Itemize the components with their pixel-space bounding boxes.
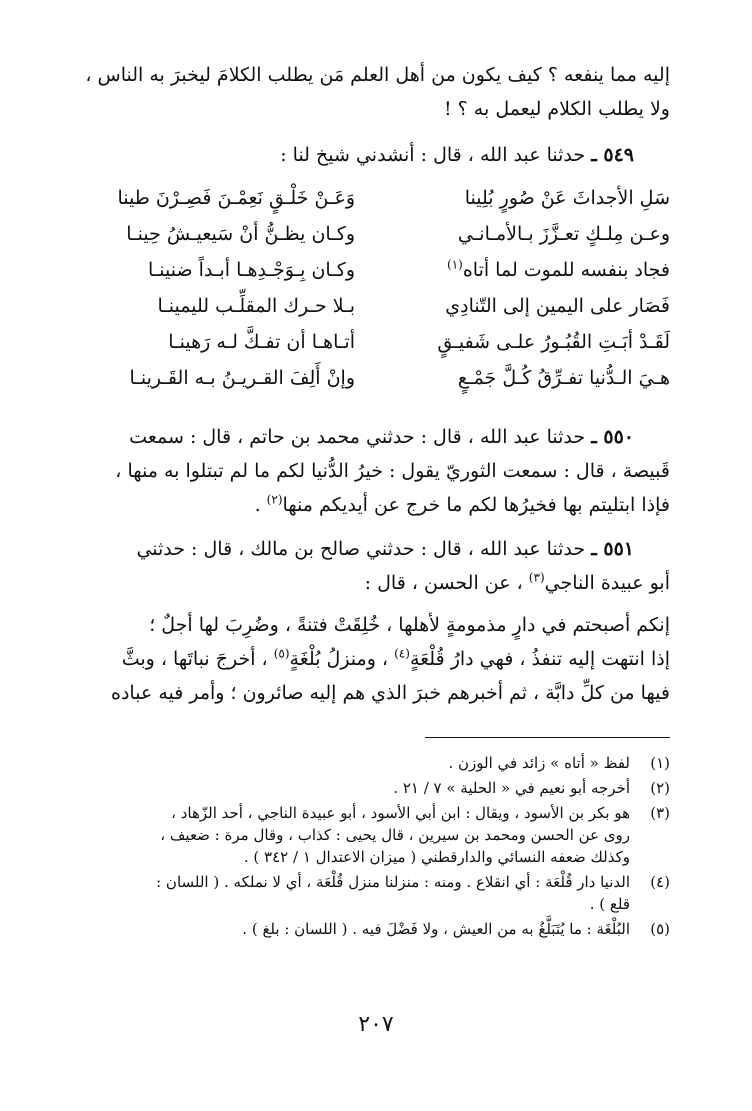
hadith-551-line-2 (100, 566, 670, 600)
hadith-549-number: ٥٤٩ ـ (591, 144, 634, 166)
sermon-text-2a: إذا انتهت إليه تنفذُ ، فهي دارُ قُلْعَةٍ (409, 648, 670, 670)
sermon-line-2 (100, 642, 670, 676)
footnote-3 (100, 802, 670, 868)
hadith-550-number: ٥٥٠ ـ (591, 426, 634, 448)
verse-4-second-hemistich: بـلا حـرك المقلِّـب لليمينـا (157, 295, 355, 317)
hadith-551-line-1 (100, 532, 670, 566)
verse-5-second-hemistich: أتـاهـا أن تفـكَّ لـه رَهينـا (168, 331, 355, 353)
footnote-number: (٥) (650, 920, 670, 938)
footnote-2 (100, 777, 670, 799)
poem-verse (100, 288, 670, 324)
footnote-ref-2[interactable]: (٢) (266, 492, 283, 507)
hadith-551-text-1: حدثنا عبد الله ، قال : حدثني صالح بن مالك ، قال : حدثني (136, 538, 592, 560)
footnotes (100, 752, 670, 943)
sermon-text-2c: ، أخرجَ نباتَها ، وبثَّ (121, 648, 274, 670)
hadith-550-line-1 (100, 420, 670, 454)
footnote-number: (١) (650, 754, 670, 772)
sermon-line-1: إنكم أصبحتم في دارٍ مذمومةٍ لأهلها ، خُلِقَتْ فتنةً ، وضُرِبَ لها أجلٌ ؛ (149, 614, 670, 636)
poem-verse (100, 252, 670, 288)
poem-verse (100, 324, 670, 360)
narrator-name: أبو عبيدة الناجي (544, 572, 670, 594)
verse-3-second-hemistich: وكـان بِـوَجْـدِهـا أبـداً ضنينـا (147, 259, 355, 281)
footnote-number: (٢) (650, 779, 670, 797)
footnote-text: روى عن الحسن ومحمد بن سيرين ، قال يحيى : كذاب ، وقال مرة : ضعيف ، (160, 826, 630, 844)
footnote-ref-1[interactable]: (١) (447, 257, 463, 272)
intro-paragraph (85, 58, 670, 126)
verse-5-first-hemistich: لَقَـدْ أبَـتِ القُبُـورُ علـى شَفيـقٍ (437, 331, 670, 353)
poem-verse (100, 180, 670, 216)
sermon-line-3: فيها من كلِّ دابَّة ، ثم أخبرهم خبرَ الذي هم إليه صائرون ؛ وأمر فيه عباده (111, 682, 670, 704)
footnote-ref-3[interactable]: (٣) (528, 570, 545, 585)
footnote-text: لفظ « أتاه » زائد في الوزن . (448, 754, 630, 772)
hadith-551-text-2: ، عن الحسن ، قال : (364, 572, 529, 594)
footnote-1 (100, 752, 670, 774)
poem (100, 180, 670, 396)
footnote-text: البُلْغَة : ما يُتَبَلَّغُ به من العيش ، ولا فَضْلَ فيه . ( اللسان : بلغ ) . (242, 920, 630, 938)
poem-verse (100, 216, 670, 252)
hadith-549-text: حدثنا عبد الله ، قال : أنشدني شيخ لنا : (280, 144, 592, 166)
verse-1-second-hemistich: وَعَـنْ خَلْـقٍ نَعِمْـنَ فَصِـرْنَ طينا (117, 187, 355, 209)
verse-2-second-hemistich: وكـان يظـنُّ أنْ سَيعيـشُ حِينـا (126, 223, 355, 245)
footnote-ref-5[interactable]: (٥) (273, 646, 290, 661)
verse-6-second-hemistich: وإنْ أَلِفَ القـريـنُ بـه القَـرينـا (129, 367, 355, 389)
hadith-551-number: ٥٥١ ـ (591, 538, 634, 560)
hadith-551 (100, 532, 670, 600)
hadith-550-line-2: قَبيصة ، قال : سمعت الثوريّ يقول : خيرُ الدُّنيا لكم ما لم تبتلوا به منها ، (115, 460, 670, 482)
footnote-ref-4[interactable]: (٤) (394, 646, 410, 661)
verse-1-first-hemistich: سَلِ الأجداثَ عَنْ صُورٍ بُلِينا (464, 187, 670, 209)
hadith-550 (100, 420, 670, 522)
footnote-text: الدنيا دار قُلْعَة : أي انقلاع . ومنه : منزلنا منزل قُلْعَة ، أي لا نملكه . ( اللسان : (156, 873, 630, 891)
footnote-text: وكذلك ضعفه النسائي والدارقطني ( ميزان الاعتدال ١ / ٣٤٢ ) . (243, 848, 630, 866)
poem-verse (100, 360, 670, 396)
verse-3-first-hemistich (415, 252, 670, 288)
footnote-number: (٤) (650, 873, 670, 891)
footnote-text: هو بكر بن الأسود ، ويقال : ابن أبي الأسود ، أبو عبيدة الناجي ، أحد الزّهاد ، (171, 804, 630, 822)
intro-line-1: إليه مما ينفعه ؟ كيف يكون من أهل العلم مَن يطلب الكلامَ ليخبرَ به الناس ، (85, 64, 670, 86)
sermon-text-2b: ، ومنزلُ بُلْغَةٍ (289, 648, 395, 670)
intro-line-2: ولا يطلب الكلام ليعمل به ؟ ! (444, 98, 670, 120)
verse-4-first-hemistich: فَصَار على اليمين إلى التّنادِي (445, 295, 670, 317)
page-number: ٢٠٧ (358, 1012, 394, 1037)
verse-2-first-hemistich: وعـن مِلـكٍ تعـزَّزَ بـالأمـانـي (457, 223, 670, 245)
footnote-divider (425, 737, 670, 738)
footnote-5 (100, 918, 670, 940)
hadith-549-heading (100, 138, 670, 172)
footnote-number: (٣) (650, 804, 670, 822)
hadith-550-end: . (254, 494, 267, 516)
verse-6-first-hemistich: هـيَ الـدُّنيا تفـرِّقُ كُـلَّ جَمْـعٍ (457, 367, 670, 389)
footnote-text: أخرجه أبو نعيم في « الحلية » ٧ / ٢١ . (393, 779, 630, 797)
hadith-550-text-3: فإذا ابتليتم بها فخيرُها لكم ما خرج عن أيديكم منها (282, 494, 670, 516)
hadith-550-line-3 (100, 488, 670, 522)
hadith-550-text-1: حدثنا عبد الله ، قال : حدثني محمد بن حاتم ، قال : سمعت (129, 426, 592, 448)
footnote-text: قلع ) . (589, 895, 630, 913)
verse-3-first-text: فجاد بنفسه للموت لما أتاه (462, 259, 670, 281)
sermon-paragraph (100, 608, 670, 710)
footnote-4 (100, 871, 670, 915)
